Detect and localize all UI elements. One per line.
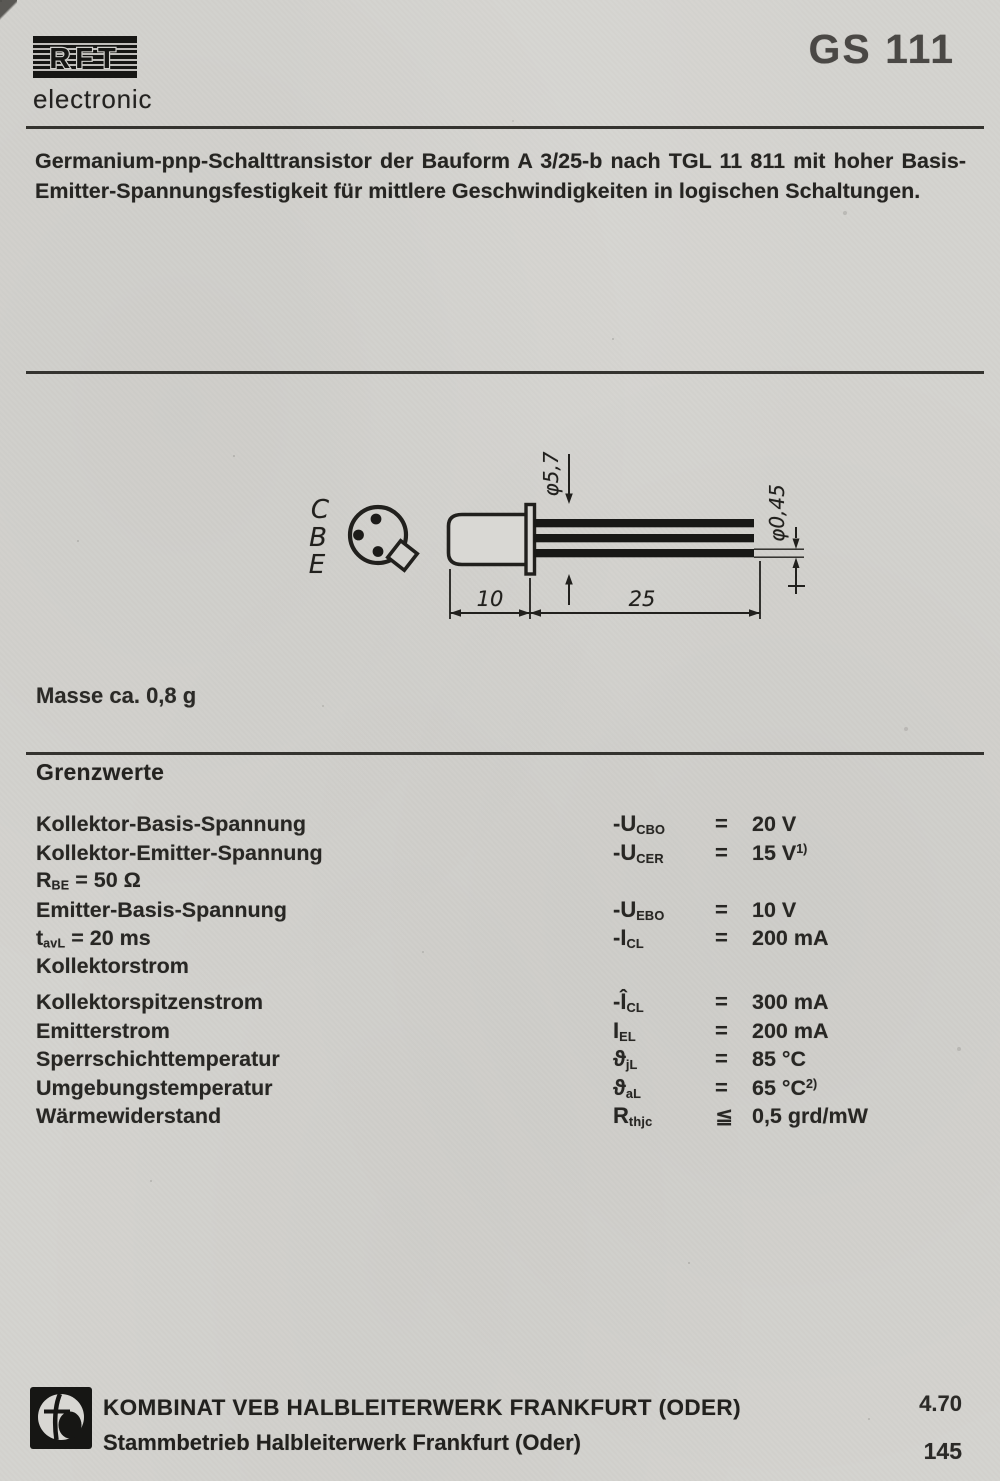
limit-value: 200 mA <box>752 1018 829 1043</box>
divider-intro <box>26 371 984 374</box>
limit-label: Umgebungstemperatur <box>36 1075 273 1100</box>
dim-body-length-label: 10 <box>476 587 504 611</box>
date-code: 4.70 <box>919 1391 962 1416</box>
intro-paragraph <box>35 147 966 206</box>
dim-lead-diameter-label: φ0,45 <box>765 484 789 542</box>
rft-logo-text: RFT <box>49 43 121 75</box>
dim-arrow <box>749 609 760 616</box>
package-drawing <box>290 438 850 643</box>
limit-row <box>36 1018 966 1047</box>
company-block <box>103 1395 741 1456</box>
limit-symbol: $ϑ_{aL}$ <box>613 1074 642 1101</box>
divider-limits <box>26 752 984 755</box>
limit-relation: = <box>715 1046 728 1071</box>
company-line-1: KOMBINAT VEB HALBLEITERWERK FRANKFURT (ODER) <box>103 1395 741 1420</box>
limit-symbol: $ϑ_{jL}$ <box>613 1046 638 1072</box>
limit-relation: = <box>715 1017 728 1043</box>
limit-label: Kollektor-Emitter-Spannung <box>36 840 323 865</box>
limit-row <box>36 868 966 897</box>
limit-value: 65 $^\circ C^{2)}$ <box>752 1075 818 1100</box>
limits-section <box>36 759 966 1132</box>
limit-value: 15 $V^{1)}$ <box>752 840 808 865</box>
limit-value: 200 mA <box>752 926 829 950</box>
limit-label: Kollektorstrom <box>36 953 189 978</box>
limit-row <box>36 1103 966 1132</box>
dim-arrow <box>565 574 573 585</box>
limit-value: 10 V <box>752 897 797 922</box>
limit-value: 0,5 grd/mW <box>752 1104 868 1128</box>
pin-label-base: B <box>309 523 327 553</box>
limit-label: Wärmewiderstand <box>36 1104 222 1128</box>
page-number: 145 <box>923 1438 962 1464</box>
limits-table <box>36 811 966 1132</box>
dim-arrow <box>519 609 530 616</box>
pin-label-collector: C <box>310 495 330 525</box>
transistor-body <box>449 515 528 565</box>
limit-row <box>36 925 966 954</box>
limit-symbol: $-Î_{CL}$ <box>613 989 644 1015</box>
limit-symbol: $R_{thjc}$ <box>613 1103 653 1129</box>
limit-label: Kollektorspitzenstrom <box>36 990 263 1014</box>
limit-label: Sperrschichttemperatur <box>36 1047 280 1071</box>
limit-relation: = <box>715 925 728 950</box>
limit-value: 85 °C <box>752 1047 807 1071</box>
limit-label: $R_{BE} = 50$ Ω <box>36 868 141 893</box>
paper-grain <box>0 0 2 2</box>
lead-collector <box>534 519 754 527</box>
limit-row <box>36 1075 966 1104</box>
intro-line-1: Germanium-pnp-Schalttransistor der Bauform A 3/25-b nach TGL 11 811 mit hoher Basis- <box>35 149 966 173</box>
intro-line-2: Emitter-Spannungsfestigkeit für mittlere Geschwindigkeiten in logischen Schaltungen. <box>35 178 921 203</box>
limit-symbol: $-I_{CL}$ <box>613 925 644 951</box>
limit-label: Emitterstrom <box>36 1018 170 1043</box>
lead-emitter <box>534 549 754 557</box>
hfo-logo-bowl <box>59 1412 82 1439</box>
limit-row <box>36 897 966 926</box>
limit-row <box>36 840 966 869</box>
divider-header <box>26 126 984 129</box>
limit-relation: = <box>715 839 728 865</box>
brand-subtitle: electronic <box>33 84 153 114</box>
index-tab <box>388 541 417 570</box>
pin-dot-collector <box>371 514 382 525</box>
dim-lead-length-label: 25 <box>628 587 656 611</box>
scan-artifact-corner <box>0 0 17 24</box>
hfo-logo <box>30 1387 92 1449</box>
dim-arrow <box>793 558 800 569</box>
product-id: GS 111 <box>808 26 955 72</box>
limit-row <box>36 1046 966 1075</box>
limit-row <box>36 989 966 1018</box>
limit-value: 20 V <box>752 812 797 836</box>
rft-logo <box>33 36 137 78</box>
pin-label-emitter: E <box>308 550 326 580</box>
limit-row <box>36 954 966 983</box>
limit-label: Kollektor-Basis-Spannung <box>36 812 306 836</box>
transistor-flange <box>526 505 535 575</box>
pin-dot-base <box>353 530 364 541</box>
company-line-2: Stammbetrieb Halbleiterwerk Frankfurt (Oder) <box>103 1430 582 1455</box>
limit-label: Emitter-Basis-Spannung <box>36 897 287 922</box>
limits-heading: Grenzwerte <box>36 759 165 785</box>
limit-relation: = <box>715 811 728 836</box>
pin-dot-emitter <box>373 546 384 557</box>
limit-row <box>36 811 966 840</box>
limit-value: 300 mA <box>752 990 829 1014</box>
limit-relation: = <box>715 1074 728 1100</box>
limit-symbol: $-U_{EBO}$ <box>613 896 665 923</box>
limit-relation: = <box>715 989 728 1014</box>
limit-label: $t_{avL} = 20$ ms <box>36 926 151 951</box>
limit-symbol: $I_{EL}$ <box>613 1017 636 1044</box>
limit-symbol: $-U_{CER}$ <box>613 839 664 866</box>
mass-note: Masse ca. 0,8 g <box>36 683 197 708</box>
dim-flange-diameter-label: φ5,7 <box>539 451 563 497</box>
dim-arrow <box>530 609 541 616</box>
limit-relation: ≦ <box>715 1103 734 1128</box>
dim-arrow <box>565 494 573 505</box>
dim-arrow <box>793 539 800 550</box>
limit-symbol: $-U_{CBO}$ <box>613 811 666 837</box>
dim-arrow <box>450 609 461 616</box>
lead-base <box>534 534 754 542</box>
limit-relation: = <box>715 896 728 922</box>
